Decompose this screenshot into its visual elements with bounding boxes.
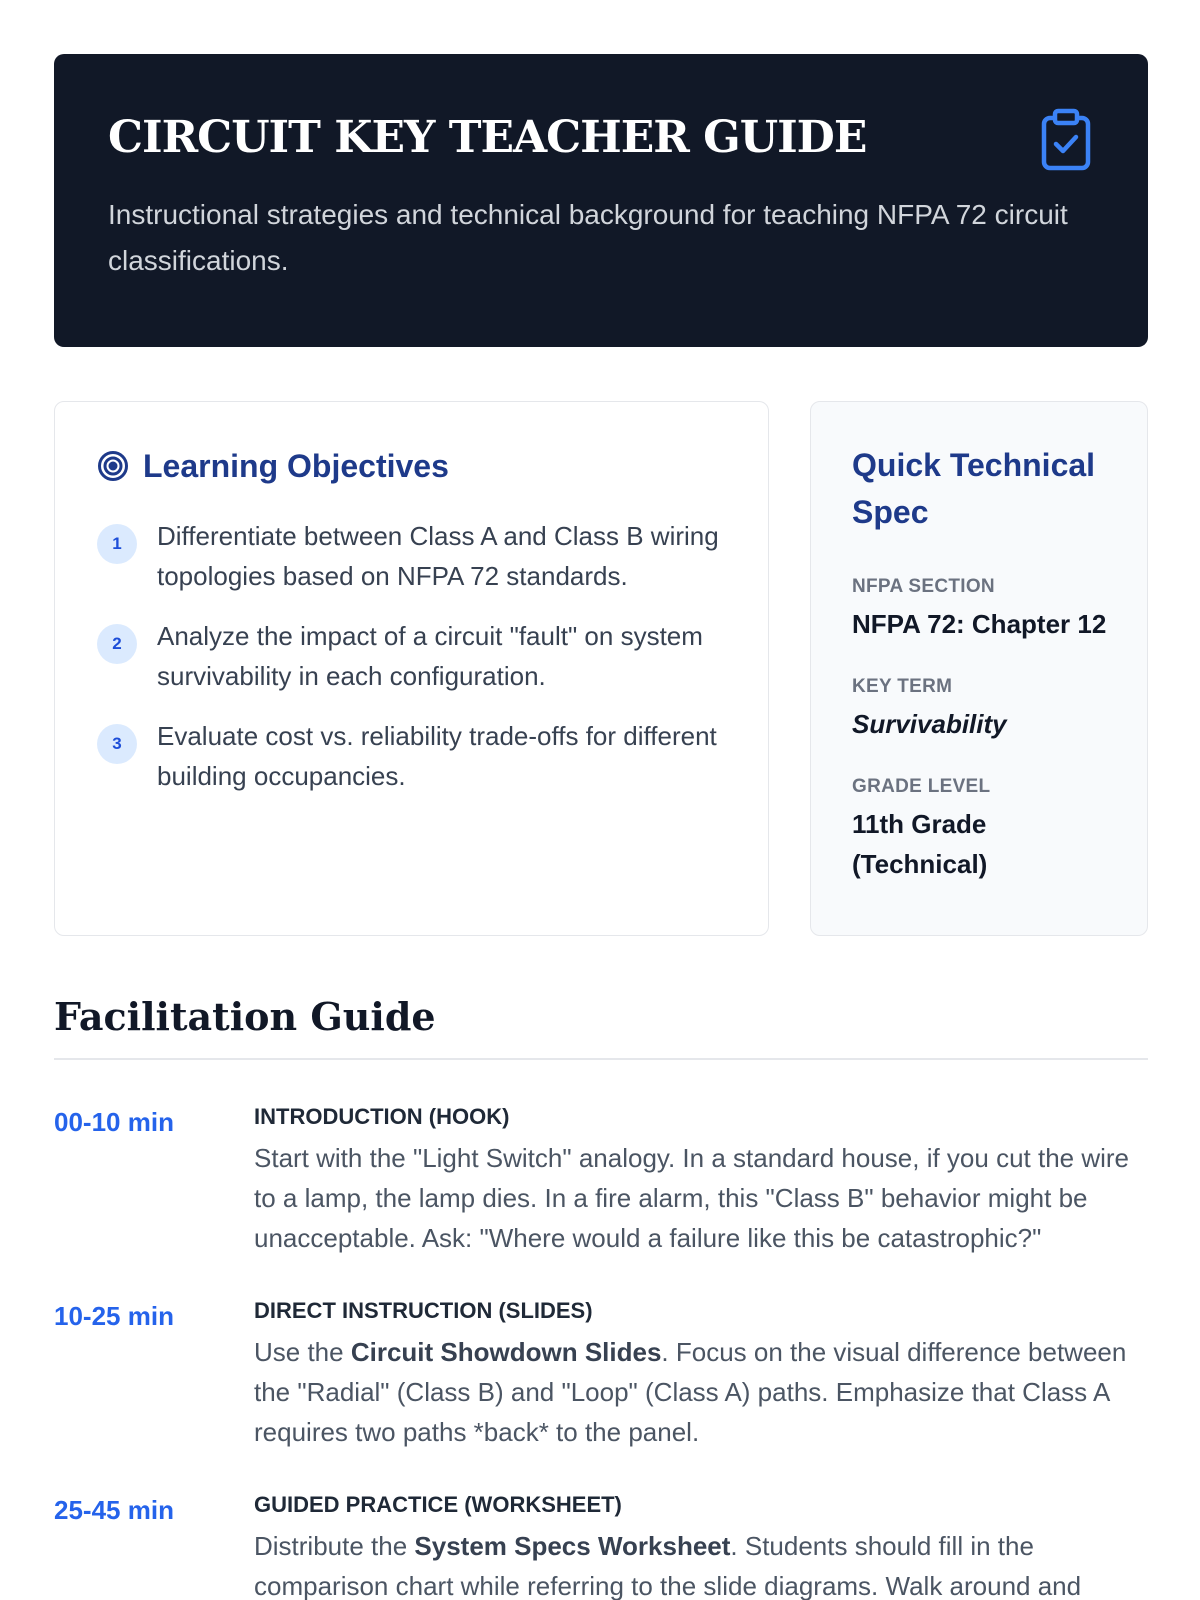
timeline-text (254, 1332, 1148, 1452)
objective-number-badge: 1 (97, 524, 137, 564)
timeline-time: 00-10 min (54, 1107, 174, 1137)
timeline-body (254, 1294, 1148, 1452)
spec-item-nfpa-section (852, 574, 1107, 644)
timeline-heading: INTRODUCTION (HOOK) (254, 1104, 510, 1129)
objectives-title: Learning Objectives (143, 448, 449, 484)
objectives-list (97, 516, 737, 816)
technical-spec-card (810, 401, 1148, 936)
header-banner (54, 54, 1148, 347)
facilitation-title: Facilitation Guide (54, 994, 436, 1039)
timeline-text-lead: Use the (254, 1337, 351, 1367)
objective-text: Analyze the impact of a circuit "fault" on system survivability in each configuration. (157, 621, 703, 691)
timeline-heading: GUIDED PRACTICE (WORKSHEET) (254, 1492, 622, 1517)
spec-title: Quick Technical Spec (852, 447, 1096, 530)
timeline-row (54, 1100, 1148, 1258)
spec-value: Survivability (852, 709, 1007, 739)
timeline-time: 10-25 min (54, 1301, 174, 1331)
spec-label: KEY TERM (852, 676, 953, 697)
page-subtitle: Instructional strategies and technical background for teaching NFPA 72 circuit classifications. (108, 199, 1068, 276)
objectives-header (97, 446, 449, 486)
timeline-text: Start with the "Light Switch" analogy. In a standard house, if you cut the wire to a lamp, the lamp dies. In a fire alarm, this "Class B" behavior might be unacceptable. Ask: "Where would a failure like this be catastrophic?" (254, 1143, 1130, 1253)
spec-item-key-term (852, 674, 1107, 744)
facilitation-timeline (54, 1100, 1148, 1600)
timeline-row (54, 1294, 1148, 1452)
timeline-body (254, 1488, 1148, 1600)
timeline-row (54, 1488, 1148, 1600)
objective-item (97, 616, 737, 696)
timeline-body (254, 1100, 1148, 1258)
objective-text: Evaluate cost vs. reliability trade-offs for different building occupancies. (157, 721, 717, 791)
timeline-text-rest: . Focus on the visual difference between the "Radial" (Class B) and "Loop" (Class A) paths. Emphasize that Class A requires two paths *back* to the panel. (254, 1337, 1127, 1447)
objective-item (97, 716, 737, 796)
timeline-text (254, 1526, 1148, 1600)
objective-number-badge: 3 (97, 724, 137, 764)
resource-name: Circuit Showdown Slides (350, 1337, 662, 1367)
objective-text: Differentiate between Class A and Class B wiring topologies based on NFPA 72 standards. (157, 521, 719, 591)
timeline-time: 25-45 min (54, 1495, 174, 1525)
clipboard-check-icon (1036, 108, 1096, 172)
spec-value: 11th Grade (Technical) (852, 809, 988, 879)
section-divider (54, 1058, 1148, 1060)
resource-name: System Specs Worksheet (414, 1531, 731, 1561)
target-icon (97, 450, 129, 482)
spec-label: GRADE LEVEL (852, 776, 991, 797)
spec-value: NFPA 72: Chapter 12 (852, 609, 1107, 639)
objective-number-badge: 2 (97, 624, 137, 664)
spec-label: NFPA SECTION (852, 576, 995, 597)
page-title: CIRCUIT KEY TEACHER GUIDE (108, 112, 867, 163)
learning-objectives-card (54, 401, 769, 936)
objective-item (97, 516, 737, 596)
timeline-text-rest: . Students should fill in the comparison chart while referring to the slide diagrams. Walk around and (254, 1531, 1082, 1600)
spec-item-grade-level (852, 774, 1107, 884)
timeline-heading: DIRECT INSTRUCTION (SLIDES) (254, 1298, 593, 1323)
timeline-text-lead: Distribute the (254, 1531, 415, 1561)
